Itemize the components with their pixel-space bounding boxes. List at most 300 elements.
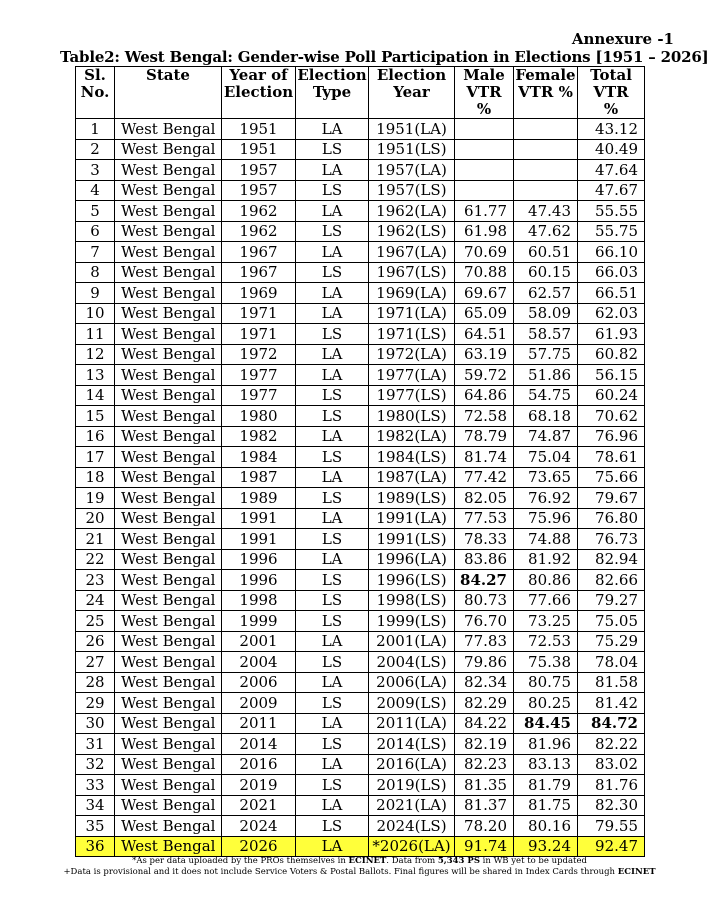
cell-year: 2021 [222,795,296,816]
cell-year: 1982 [222,426,296,447]
footnotes [0,856,719,878]
cell-sl: 10 [76,303,115,324]
cell-total-vtr: 66.10 [578,242,645,263]
cell-type: LA [296,754,369,775]
cell-year: 1987 [222,467,296,488]
table-row [76,262,645,283]
cell-year: 1957 [222,180,296,201]
header-state-l1: State [146,66,190,84]
cell-election-year: 1987(LA) [369,467,455,488]
cell-male-vtr: 78.20 [455,816,514,837]
cell-year: 1996 [222,549,296,570]
table-row [76,693,645,714]
cell-election-year: 1977(LS) [369,385,455,406]
cell-male-vtr: 81.37 [455,795,514,816]
cell-male-vtr: 77.53 [455,508,514,529]
cell-sl: 2 [76,139,115,160]
cell-sl: 31 [76,734,115,755]
cell-state: West Bengal [115,508,222,529]
cell-type: LA [296,672,369,693]
cell-male-vtr: 77.83 [455,631,514,652]
cell-year: 1989 [222,488,296,509]
cell-male-vtr: 69.67 [455,283,514,304]
table-row [76,160,645,181]
cell-state: West Bengal [115,529,222,550]
cell-total-vtr: 84.72 [578,713,645,734]
cell-election-year: 1967(LS) [369,262,455,283]
cell-female-vtr: 47.62 [514,221,578,242]
cell-state: West Bengal [115,795,222,816]
cell-election-year: 1951(LS) [369,139,455,160]
table-row [76,488,645,509]
cell-female-vtr: 73.65 [514,467,578,488]
cell-type: LS [296,221,369,242]
cell-type: LA [296,160,369,181]
cell-state: West Bengal [115,283,222,304]
cell-total-vtr: 40.49 [578,139,645,160]
cell-total-vtr: 61.93 [578,324,645,345]
cell-male-vtr: 59.72 [455,365,514,386]
cell-election-year: 2014(LS) [369,734,455,755]
header-et-l1: Election [297,66,367,84]
cell-male-vtr: 76.70 [455,611,514,632]
cell-type: LS [296,816,369,837]
cell-type: LA [296,508,369,529]
cell-state: West Bengal [115,590,222,611]
cell-sl: 5 [76,201,115,222]
cell-sl: 14 [76,385,115,406]
footnote-1-c: . Data from [386,856,438,866]
cell-female-vtr: 58.09 [514,303,578,324]
cell-state: West Bengal [115,160,222,181]
cell-female-vtr: 75.96 [514,508,578,529]
cell-total-vtr: 82.22 [578,734,645,755]
cell-total-vtr: 76.80 [578,508,645,529]
header-sl-l1: Sl. [84,66,106,84]
cell-state: West Bengal [115,324,222,345]
cell-total-vtr: 82.30 [578,795,645,816]
cell-election-year: 1991(LA) [369,508,455,529]
cell-total-vtr: 79.67 [578,488,645,509]
cell-sl: 33 [76,775,115,796]
cell-male-vtr: 80.73 [455,590,514,611]
table-row [76,467,645,488]
cell-state: West Bengal [115,180,222,201]
cell-total-vtr: 79.27 [578,590,645,611]
table-row [76,344,645,365]
cell-state: West Bengal [115,631,222,652]
table-row [76,303,645,324]
table-body [76,119,645,857]
cell-year: 2019 [222,775,296,796]
header-total-l3: % [603,100,619,118]
cell-total-vtr: 76.73 [578,529,645,550]
cell-year: 2024 [222,816,296,837]
cell-male-vtr: 82.29 [455,693,514,714]
cell-election-year: 1998(LS) [369,590,455,611]
cell-total-vtr: 78.04 [578,652,645,673]
cell-female-vtr: 80.86 [514,570,578,591]
cell-type: LS [296,324,369,345]
cell-type: LS [296,447,369,468]
footnote-1-a: *As per data uploaded by the PROs themselves in [132,856,349,866]
cell-female-vtr: 75.38 [514,652,578,673]
cell-sl: 13 [76,365,115,386]
header-female-l1: Female [515,66,576,84]
cell-female-vtr: 62.57 [514,283,578,304]
cell-female-vtr: 74.87 [514,426,578,447]
table-row [76,713,645,734]
cell-state: West Bengal [115,693,222,714]
header-male-l3: % [476,100,492,118]
table-row [76,283,645,304]
table-row [76,406,645,427]
cell-state: West Bengal [115,365,222,386]
cell-state: West Bengal [115,816,222,837]
cell-state: West Bengal [115,406,222,427]
header-row [76,67,645,119]
cell-total-vtr: 81.42 [578,693,645,714]
vtr-table [75,66,645,857]
cell-female-vtr [514,119,578,140]
cell-total-vtr: 56.15 [578,365,645,386]
cell-sl: 19 [76,488,115,509]
cell-female-vtr [514,139,578,160]
cell-sl: 20 [76,508,115,529]
header-election-year [369,67,455,119]
table-row [76,139,645,160]
header-total-l2: VTR [593,83,629,101]
cell-female-vtr [514,160,578,181]
cell-female-vtr: 77.66 [514,590,578,611]
cell-election-year: 1984(LS) [369,447,455,468]
cell-election-year: 1962(LA) [369,201,455,222]
cell-year: 2026 [222,836,296,857]
cell-male-vtr [455,119,514,140]
cell-male-vtr: 61.77 [455,201,514,222]
table-title: Table2: West Bengal: Gender-wise Poll Participation in Elections [1951 – 2026] [60,48,709,66]
cell-total-vtr: 76.96 [578,426,645,447]
cell-year: 1991 [222,529,296,550]
cell-election-year: 1971(LA) [369,303,455,324]
annexure-label: Annexure -1 [571,30,674,48]
cell-total-vtr: 82.94 [578,549,645,570]
cell-year: 1977 [222,365,296,386]
cell-female-vtr [514,180,578,201]
table-row [76,570,645,591]
cell-state: West Bengal [115,754,222,775]
cell-type: LA [296,283,369,304]
cell-female-vtr: 93.24 [514,836,578,857]
cell-female-vtr: 80.25 [514,693,578,714]
cell-year: 2001 [222,631,296,652]
cell-total-vtr: 78.61 [578,447,645,468]
cell-year: 1972 [222,344,296,365]
cell-type: LA [296,631,369,652]
cell-sl: 7 [76,242,115,263]
cell-election-year: 1969(LA) [369,283,455,304]
cell-type: LA [296,713,369,734]
cell-election-year: 1957(LS) [369,180,455,201]
cell-total-vtr: 82.66 [578,570,645,591]
header-female-l2: VTR % [518,83,573,101]
cell-election-year: 1982(LA) [369,426,455,447]
cell-year: 1977 [222,385,296,406]
cell-total-vtr: 55.75 [578,221,645,242]
header-state [115,67,222,119]
table-row [76,447,645,468]
cell-sl: 6 [76,221,115,242]
cell-male-vtr [455,180,514,201]
footnote-2-a: +Data is provisional and it does not include Service Voters & Postal Ballots. Final figures will be shared in Index Cards through [63,867,618,877]
table-row [76,549,645,570]
header-total-l1: Total [590,66,632,84]
cell-sl: 11 [76,324,115,345]
table-row [76,816,645,837]
cell-type: LA [296,426,369,447]
cell-sl: 25 [76,611,115,632]
cell-male-vtr: 72.58 [455,406,514,427]
cell-state: West Bengal [115,549,222,570]
cell-sl: 16 [76,426,115,447]
cell-state: West Bengal [115,652,222,673]
cell-total-vtr: 60.24 [578,385,645,406]
cell-female-vtr: 83.13 [514,754,578,775]
cell-election-year: 1989(LS) [369,488,455,509]
cell-year: 1999 [222,611,296,632]
cell-total-vtr: 47.67 [578,180,645,201]
cell-sl: 3 [76,160,115,181]
cell-sl: 18 [76,467,115,488]
footnote-1 [0,856,719,867]
cell-male-vtr [455,160,514,181]
cell-election-year: 1957(LA) [369,160,455,181]
cell-male-vtr: 64.51 [455,324,514,345]
table-row [76,201,645,222]
cell-male-vtr: 81.35 [455,775,514,796]
cell-year: 1967 [222,242,296,263]
cell-type: LA [296,242,369,263]
cell-year: 1980 [222,406,296,427]
cell-type: LS [296,734,369,755]
cell-male-vtr: 64.86 [455,385,514,406]
cell-election-year: 2006(LA) [369,672,455,693]
cell-type: LA [296,836,369,857]
cell-election-year: 2019(LS) [369,775,455,796]
cell-type: LS [296,406,369,427]
cell-election-year: 1977(LA) [369,365,455,386]
table-row [76,734,645,755]
cell-sl: 26 [76,631,115,652]
header-female-vtr [514,67,578,119]
cell-state: West Bengal [115,488,222,509]
cell-year: 2006 [222,672,296,693]
cell-type: LA [296,201,369,222]
cell-year: 1984 [222,447,296,468]
cell-type: LS [296,590,369,611]
header-election-type [296,67,369,119]
cell-type: LA [296,467,369,488]
table-row [76,221,645,242]
cell-female-vtr: 47.43 [514,201,578,222]
table-row [76,590,645,611]
table-row [76,775,645,796]
cell-sl: 21 [76,529,115,550]
table-row [76,385,645,406]
cell-type: LS [296,570,369,591]
cell-female-vtr: 60.51 [514,242,578,263]
cell-year: 2004 [222,652,296,673]
cell-type: LS [296,775,369,796]
cell-type: LA [296,303,369,324]
cell-sl: 4 [76,180,115,201]
cell-election-year: 2001(LA) [369,631,455,652]
cell-sl: 35 [76,816,115,837]
cell-year: 1962 [222,201,296,222]
cell-sl: 30 [76,713,115,734]
cell-state: West Bengal [115,775,222,796]
cell-total-vtr: 83.02 [578,754,645,775]
cell-male-vtr: 82.34 [455,672,514,693]
table-row [76,611,645,632]
cell-type: LS [296,139,369,160]
cell-female-vtr: 80.75 [514,672,578,693]
cell-male-vtr: 65.09 [455,303,514,324]
footnote-2-b: ECINET [617,867,656,877]
cell-female-vtr: 81.75 [514,795,578,816]
header-et-l2: Type [312,83,352,101]
cell-total-vtr: 92.47 [578,836,645,857]
cell-female-vtr: 81.96 [514,734,578,755]
cell-female-vtr: 81.92 [514,549,578,570]
cell-male-vtr: 84.22 [455,713,514,734]
cell-election-year: 1996(LA) [369,549,455,570]
cell-sl: 15 [76,406,115,427]
cell-female-vtr: 51.86 [514,365,578,386]
cell-year: 2014 [222,734,296,755]
cell-election-year: 1972(LA) [369,344,455,365]
cell-state: West Bengal [115,139,222,160]
cell-male-vtr: 79.86 [455,652,514,673]
cell-state: West Bengal [115,611,222,632]
cell-election-year: 2004(LS) [369,652,455,673]
cell-male-vtr: 63.19 [455,344,514,365]
cell-year: 1967 [222,262,296,283]
cell-election-year: 1962(LS) [369,221,455,242]
cell-female-vtr: 54.75 [514,385,578,406]
cell-male-vtr: 78.33 [455,529,514,550]
cell-type: LS [296,652,369,673]
cell-male-vtr: 84.27 [455,570,514,591]
cell-year: 1951 [222,139,296,160]
cell-state: West Bengal [115,467,222,488]
cell-sl: 17 [76,447,115,468]
cell-total-vtr: 66.51 [578,283,645,304]
footnote-1-d: 5,343 PS [437,856,480,866]
cell-total-vtr: 60.82 [578,344,645,365]
cell-election-year: *2026(LA) [369,836,455,857]
cell-election-year: 1951(LA) [369,119,455,140]
cell-year: 1998 [222,590,296,611]
cell-sl: 8 [76,262,115,283]
cell-total-vtr: 62.03 [578,303,645,324]
table-row [76,242,645,263]
cell-type: LS [296,385,369,406]
cell-state: West Bengal [115,344,222,365]
cell-total-vtr: 47.64 [578,160,645,181]
cell-sl: 23 [76,570,115,591]
cell-type: LA [296,365,369,386]
cell-state: West Bengal [115,221,222,242]
table-row [76,119,645,140]
table-row [76,795,645,816]
cell-male-vtr: 61.98 [455,221,514,242]
cell-sl: 32 [76,754,115,775]
header-ey-l2: Year [393,83,430,101]
cell-male-vtr: 82.05 [455,488,514,509]
cell-year: 1969 [222,283,296,304]
table-row [76,529,645,550]
header-total-vtr [578,67,645,119]
footnote-2 [0,867,719,878]
cell-female-vtr: 74.88 [514,529,578,550]
cell-male-vtr: 82.23 [455,754,514,775]
cell-election-year: 1991(LS) [369,529,455,550]
cell-total-vtr: 55.55 [578,201,645,222]
cell-election-year: 1999(LS) [369,611,455,632]
cell-year: 1971 [222,303,296,324]
cell-election-year: 2021(LA) [369,795,455,816]
cell-type: LS [296,529,369,550]
table-row [76,631,645,652]
table-row [76,652,645,673]
cell-sl: 12 [76,344,115,365]
cell-total-vtr: 79.55 [578,816,645,837]
cell-year: 2011 [222,713,296,734]
cell-year: 2009 [222,693,296,714]
table-row [76,836,645,857]
cell-type: LA [296,795,369,816]
cell-state: West Bengal [115,570,222,591]
cell-year: 1962 [222,221,296,242]
cell-state: West Bengal [115,713,222,734]
cell-state: West Bengal [115,426,222,447]
cell-type: LA [296,119,369,140]
cell-state: West Bengal [115,447,222,468]
cell-female-vtr: 72.53 [514,631,578,652]
table-row [76,754,645,775]
header-sl [76,67,115,119]
cell-year: 1991 [222,508,296,529]
cell-female-vtr: 60.15 [514,262,578,283]
cell-sl: 29 [76,693,115,714]
cell-sl: 22 [76,549,115,570]
cell-male-vtr: 83.86 [455,549,514,570]
cell-election-year: 2009(LS) [369,693,455,714]
cell-female-vtr: 57.75 [514,344,578,365]
cell-female-vtr: 73.25 [514,611,578,632]
cell-sl: 27 [76,652,115,673]
cell-total-vtr: 75.05 [578,611,645,632]
cell-year: 1996 [222,570,296,591]
cell-female-vtr: 84.45 [514,713,578,734]
cell-total-vtr: 75.29 [578,631,645,652]
cell-total-vtr: 81.76 [578,775,645,796]
cell-female-vtr: 81.79 [514,775,578,796]
cell-total-vtr: 70.62 [578,406,645,427]
cell-male-vtr: 81.74 [455,447,514,468]
cell-state: West Bengal [115,385,222,406]
